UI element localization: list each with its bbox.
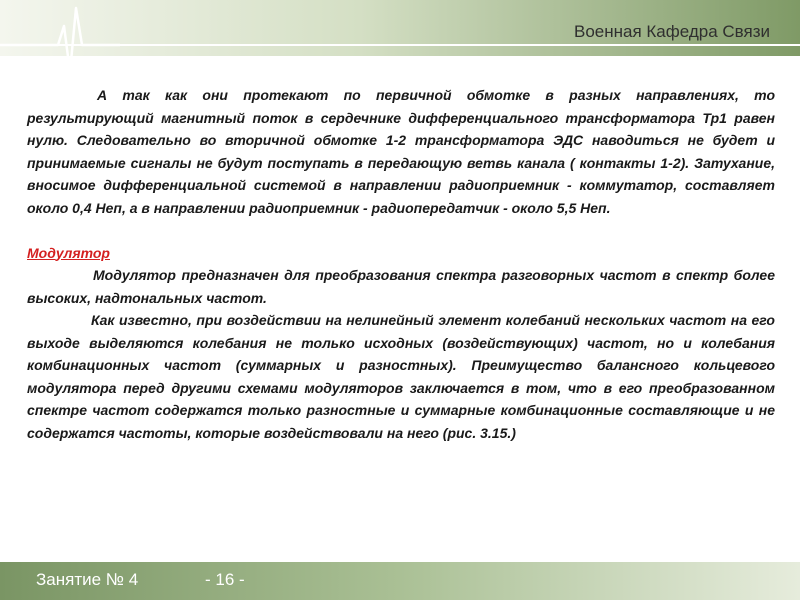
- header-divider-line: [0, 44, 800, 46]
- slide-header: [0, 0, 800, 56]
- pulse-wave-icon: [0, 0, 120, 80]
- lesson-label: Занятие № 4: [36, 570, 139, 589]
- paragraph-spacer: [27, 219, 775, 242]
- section-heading-paragraph: [27, 242, 775, 265]
- paragraph-1: А так как они протекают по первичной обмотке в разных направлениях, то результирующий магнитный поток в сердечнике дифференциального трансформатора Тр1 равен нулю. Следовательно во вторичной обмотке 1-2 трансформатора ЭДС наводиться не будет и принимаемые сигналы не будут поступать в передающую ветвь канала ( контакты 1-2). Затухание, вносимое дифференциальной системой в направлении радиоприемник - коммутатор, составляет около 0,4 Неп, а в направлении радиоприемник - радиопередатчик - около 5,5 Неп.: [27, 87, 775, 216]
- section-heading: Модулятор: [27, 244, 110, 261]
- paragraph-3: Как известно, при воздействии на нелинейный элемент колебаний нескольких частот на его выходе выделяются колебания не только исходных (воздействующих) частот, но и колебания комбинационных частот (суммарных и разностных). Преимущество балансного кольцевого модулятора перед другими схемами модуляторов заключается в том, что в его преобразованном спектре частот содержатся только разностные и суммарные комбинационные составляющие и не содержатся частоты, которые воздействовали на него (рис. 3.15.): [27, 312, 775, 441]
- slide-content: [27, 84, 775, 444]
- header-title: Военная Кафедра Связи: [574, 22, 770, 41]
- paragraph-2: Модулятор предназначен для преобразования спектра разговорных частот в спектр более высоких, надтональных частот.: [27, 267, 775, 306]
- slide-footer: [0, 562, 800, 600]
- page-number: - 16 -: [205, 570, 245, 589]
